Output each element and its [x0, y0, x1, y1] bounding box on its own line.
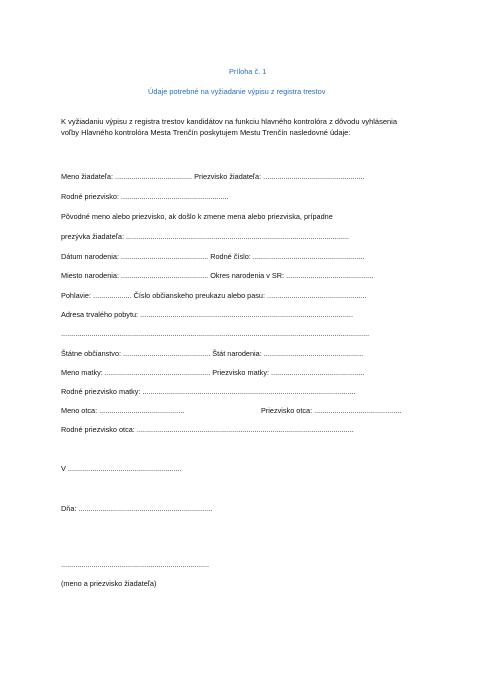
signature-line: ......................................................................... [61, 560, 209, 569]
field-father-name[interactable]: Meno otca: .......................................... [61, 406, 185, 415]
field-mother-birth-surname[interactable]: Rodné priezvisko matky: ......................................................................................................... [61, 387, 356, 396]
field-applicant-name[interactable]: Meno žiadateľa: ...................................... Priezvisko žiadateľa: .................................................. [61, 172, 365, 181]
field-original-name-label: Pôvodné meno alebo priezvisko, ak došlo k zmene mena alebo priezviska, prípadne [61, 212, 333, 221]
intro-paragraph-line1: K vyžiadaniu výpisu z registra trestov kandidátov na funkciu hlavného kontrolóra z dôvodu vyhlásenia [61, 117, 398, 126]
field-father-surname[interactable]: Priezvisko otca: ........................................... [261, 406, 402, 415]
document-subtitle: Údaje potrebné na vyžiadanie výpisu z registra trestov [148, 87, 326, 96]
field-signature-place[interactable]: V ........................................................ [61, 464, 182, 473]
field-birth-surname[interactable]: Rodné priezvisko: ..................................................... [61, 192, 229, 201]
field-sex-id-number[interactable]: Pohlavie: ................... Číslo občianskeho preukazu alebo pasu: ................................................. [61, 291, 367, 300]
field-birth-place[interactable]: Miesto narodenia: ........................................... Okres narodenia v SR: ........................................... [61, 271, 374, 280]
field-citizenship[interactable]: Štátne občianstvo: ........................................... Štát narodenia: ................................................. [61, 349, 364, 358]
field-nickname[interactable]: prezývka žiadateľa: .............................................................................................................. [61, 232, 349, 241]
field-signature-date[interactable]: Dňa: .................................................................. [61, 504, 213, 513]
field-address[interactable]: Adresa trvalého pobytu: ......................................................................................................... [61, 310, 353, 319]
field-address-continued[interactable]: ........................................................................................................................................................ [61, 329, 370, 338]
intro-paragraph-line2: voľby Hlavného kontrolóra Mesta Trenčín poskytujem Mestu Trenčín nasledovné údaje: [61, 128, 351, 137]
annex-title: Príloha č. 1 [229, 67, 267, 76]
field-mother-name[interactable]: Meno matky: .................................................... Priezvisko matky: .............................................. [61, 368, 365, 377]
field-father-birth-surname[interactable]: Rodné priezvisko otca: ........................................................................................................... [61, 425, 354, 434]
signature-caption: (meno a priezvisko žiadateľa) [61, 579, 157, 588]
field-birth-date[interactable]: Dátum narodenia: ........................................... Rodné číslo: ....................................................... [61, 252, 365, 261]
